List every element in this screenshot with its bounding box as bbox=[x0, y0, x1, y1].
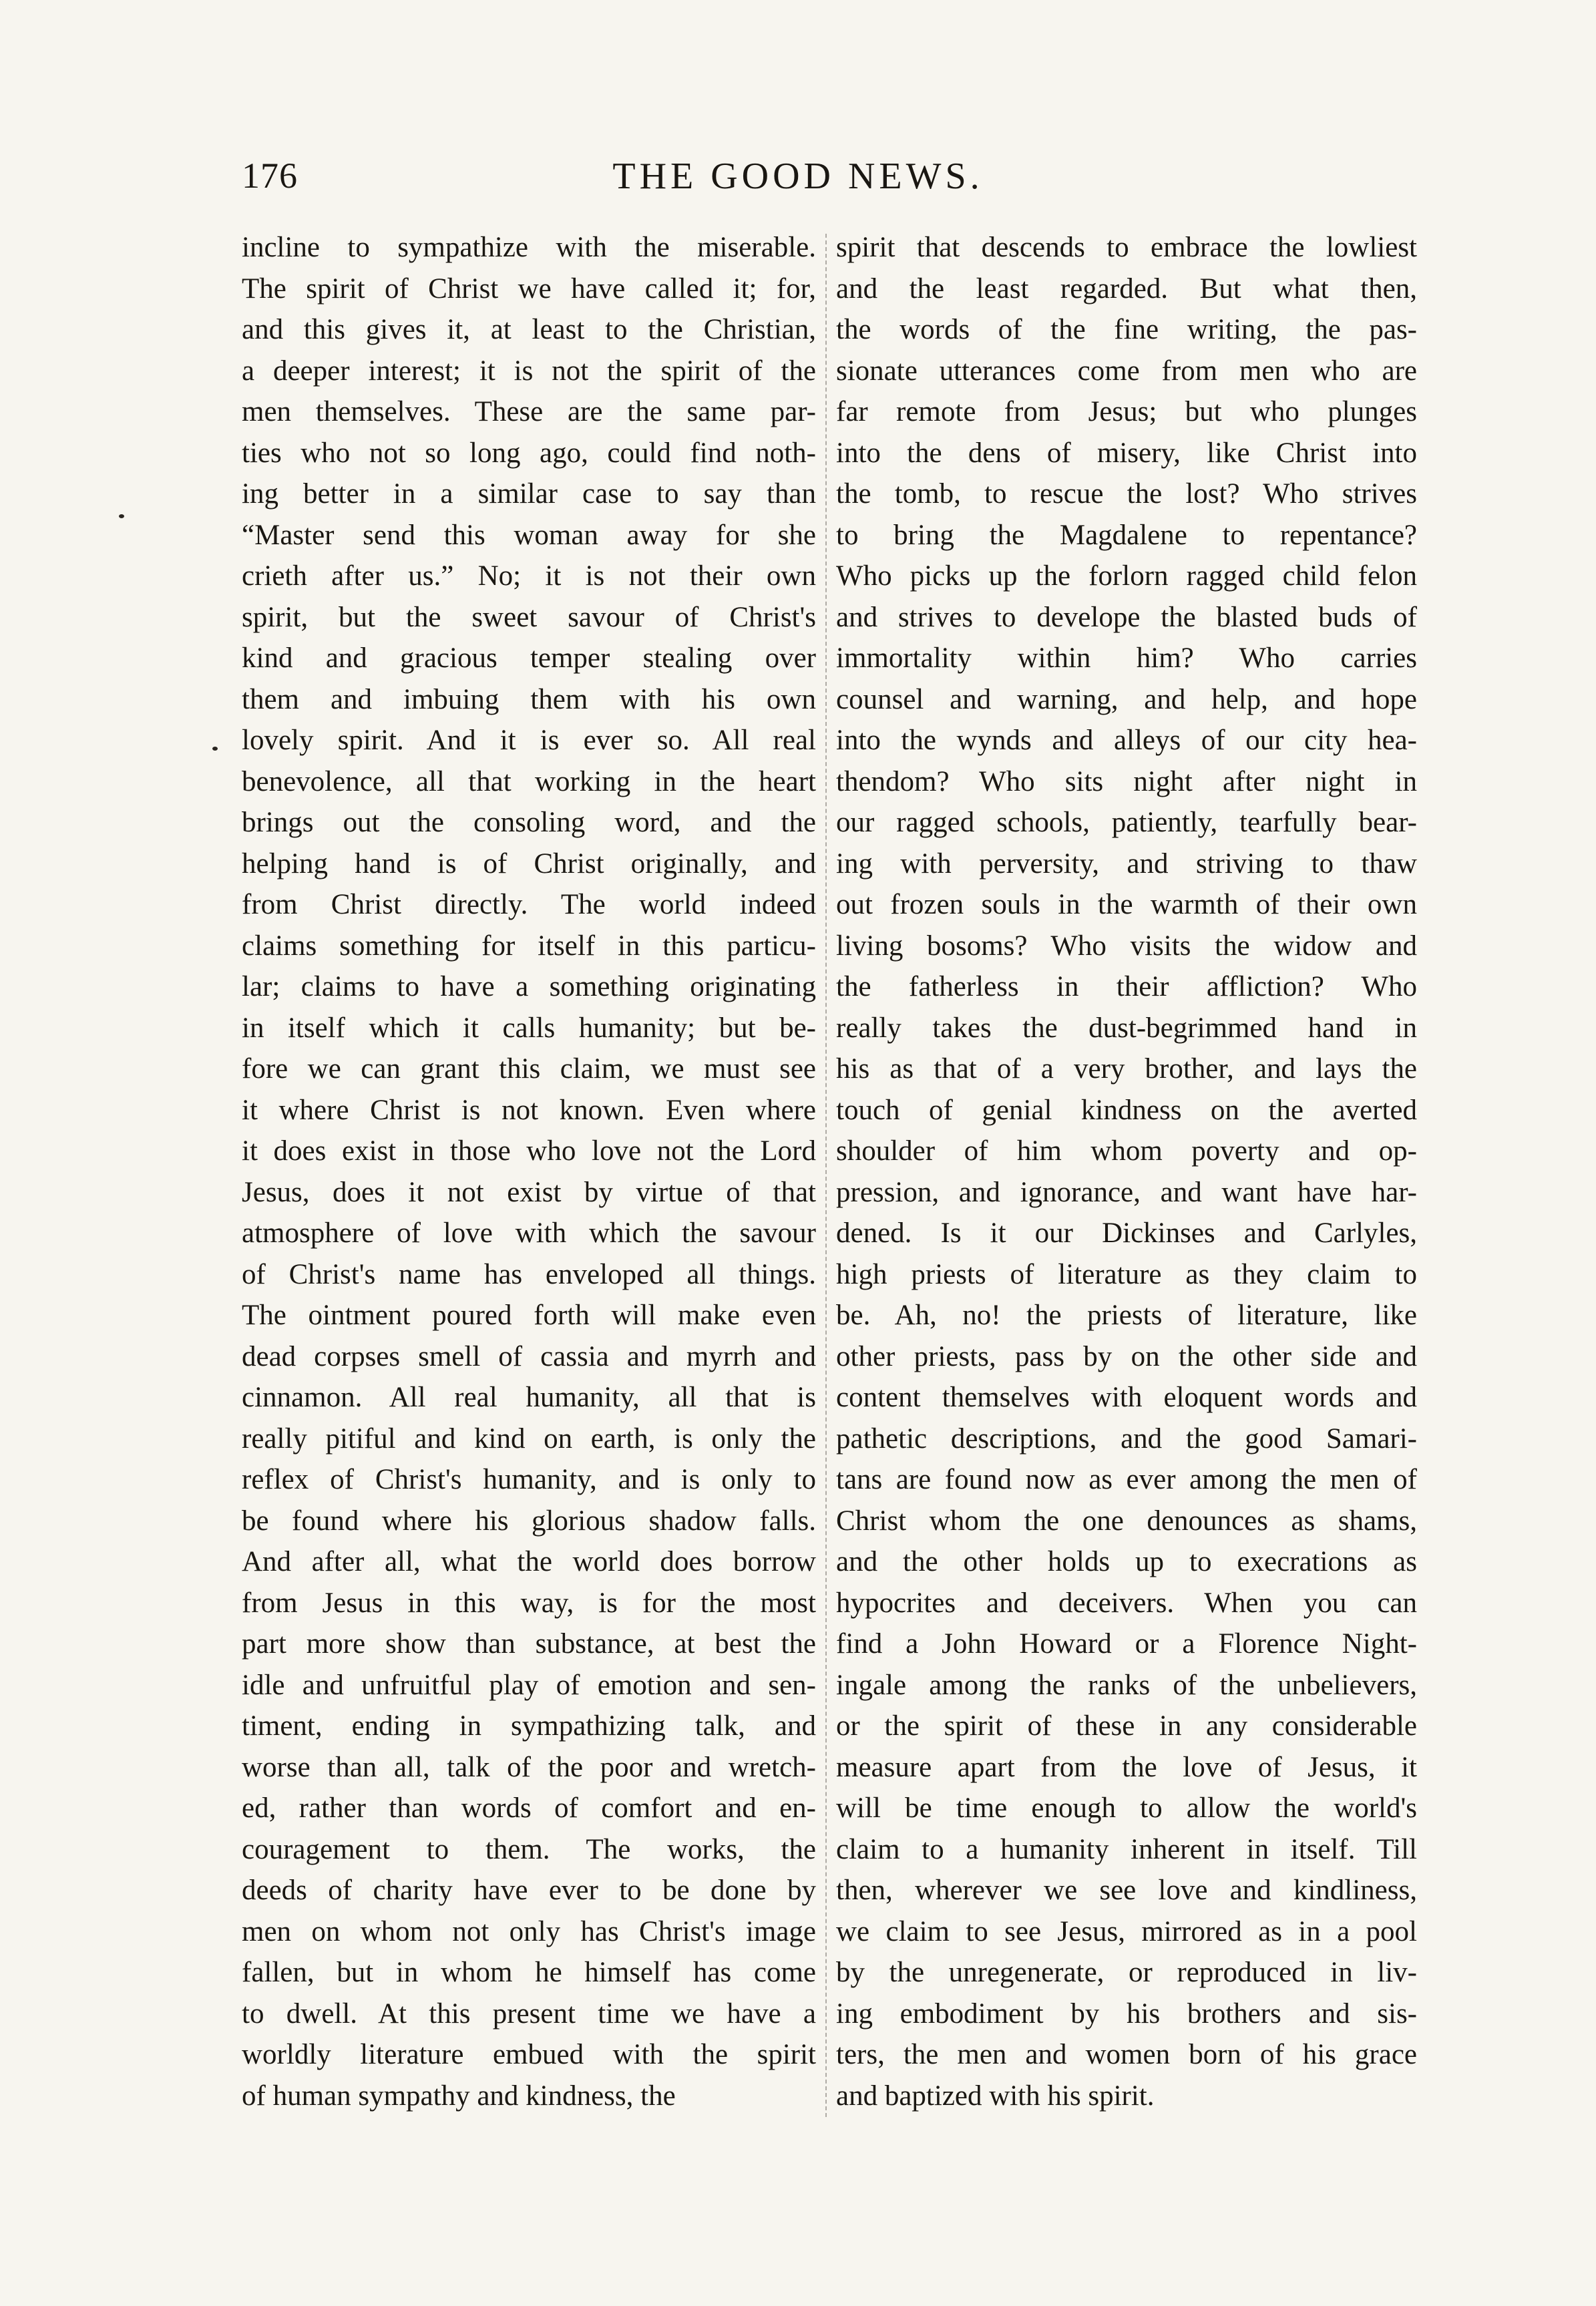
text-line: out frozen souls in the warmth of their own bbox=[836, 889, 1417, 920]
text-line: hypocrites and deceivers. When you can bbox=[836, 1587, 1417, 1619]
column-divider bbox=[825, 234, 827, 2117]
text-line: measure apart from the love of Jesus, it bbox=[836, 1751, 1417, 1783]
text-line: touch of genial kindness on the averted bbox=[836, 1094, 1417, 1126]
text-line: worse than all, talk of the poor and wretch- bbox=[242, 1751, 816, 1783]
text-line: of Christ's name has enveloped all things. bbox=[242, 1258, 816, 1290]
text-line: crieth after us.” No; it is not their own bbox=[242, 560, 816, 592]
text-line: to bring the Magdalene to repentance? bbox=[836, 519, 1417, 551]
text-line: atmosphere of love with which the savour bbox=[242, 1217, 816, 1249]
text-line: and the other holds up to execrations as bbox=[836, 1546, 1417, 1577]
text-line: the tomb, to rescue the lost? Who strives bbox=[836, 478, 1417, 510]
text-line: high priests of literature as they claim to bbox=[836, 1258, 1417, 1290]
text-line: ing better in a similar case to say than bbox=[242, 478, 816, 510]
text-line: Christ whom the one denounces as shams, bbox=[836, 1505, 1417, 1537]
text-line: living bosoms? Who visits the widow and bbox=[836, 930, 1417, 962]
text-line: And after all, what the world does borrow bbox=[242, 1546, 816, 1577]
text-line: be found where his glorious shadow falls. bbox=[242, 1505, 816, 1537]
text-line: dead corpses smell of cassia and myrrh and bbox=[242, 1340, 816, 1372]
text-line: reflex of Christ's humanity, and is only to bbox=[242, 1464, 816, 1495]
text-line: ing embodiment by his brothers and sis- bbox=[836, 1997, 1417, 2030]
text-line: and baptized with his spirit. bbox=[836, 2080, 1155, 2112]
text-line: then, wherever we see love and kindliness, bbox=[836, 1875, 1417, 1906]
text-line: the words of the fine writing, the pas- bbox=[836, 314, 1417, 345]
text-line: Who picks up the forlorn ragged child felon bbox=[836, 560, 1417, 592]
text-line: sionate utterances come from men who are bbox=[836, 355, 1417, 387]
text-line: find a John Howard or a Florence Night- bbox=[836, 1628, 1417, 1660]
text-line: his as that of a very brother, and lays the bbox=[836, 1053, 1417, 1085]
text-line: men on whom not only has Christ's image bbox=[242, 1915, 816, 1947]
text-line: counsel and warning, and help, and hope bbox=[836, 683, 1417, 715]
text-line: really takes the dust-begrimmed hand in bbox=[836, 1012, 1417, 1044]
text-line: men themselves. These are the same par- bbox=[242, 396, 816, 427]
text-line: will be time enough to allow the world's bbox=[836, 1792, 1417, 1824]
text-line: and this gives it, at least to the Christian, bbox=[242, 314, 816, 345]
page-number: 176 bbox=[242, 156, 298, 196]
text-line: lar; claims to have a something originating bbox=[242, 971, 816, 1002]
text-line: claim to a humanity inherent in itself. Till bbox=[836, 1833, 1417, 1865]
text-line: ties who not so long ago, could find noth- bbox=[242, 437, 816, 469]
text-line: thendom? Who sits night after night in bbox=[836, 765, 1417, 797]
text-line: in itself which it calls humanity; but be- bbox=[242, 1012, 816, 1044]
text-line: fore we can grant this claim, we must see bbox=[242, 1053, 816, 1085]
text-line: spirit, but the sweet savour of Christ's bbox=[242, 601, 816, 633]
text-line: kind and gracious temper stealing over bbox=[242, 642, 816, 674]
text-line: and the least regarded. But what then, bbox=[836, 272, 1417, 305]
text-line: benevolence, all that working in the heart bbox=[242, 765, 816, 797]
text-line: brings out the consoling word, and the bbox=[242, 807, 816, 838]
text-line: claims something for itself in this particu- bbox=[242, 930, 816, 962]
stray-mark bbox=[119, 514, 124, 518]
text-line: The spirit of Christ we have called it; for, bbox=[242, 272, 816, 305]
text-line: by the unregenerate, or reproduced in liv- bbox=[836, 1957, 1417, 1988]
text-line: our ragged schools, patiently, tearfully bear- bbox=[836, 807, 1417, 838]
text-line: lovely spirit. And it is ever so. All real bbox=[242, 725, 816, 756]
text-line: really pitiful and kind on earth, is only the bbox=[242, 1422, 816, 1455]
text-line: ingale among the ranks of the unbelievers, bbox=[836, 1669, 1417, 1701]
text-line: content themselves with eloquent words and bbox=[836, 1382, 1417, 1413]
left-column bbox=[242, 227, 816, 2116]
stray-mark bbox=[212, 747, 218, 751]
text-line: immortality within him? Who carries bbox=[836, 642, 1417, 674]
text-line: into the dens of misery, like Christ into bbox=[836, 437, 1417, 469]
text-line: helping hand is of Christ originally, and bbox=[242, 847, 816, 880]
text-line: shoulder of him whom poverty and op- bbox=[836, 1135, 1417, 1167]
text-line: timent, ending in sympathizing talk, and bbox=[242, 1710, 816, 1742]
text-line: spirit that descends to embrace the lowliest bbox=[836, 232, 1417, 263]
text-line: cinnamon. All real humanity, all that is bbox=[242, 1382, 816, 1413]
text-line: to dwell. At this present time we have a bbox=[242, 1997, 816, 2030]
running-head-title: THE GOOD NEWS. bbox=[612, 156, 984, 197]
text-line: Jesus, does it not exist by virtue of that bbox=[242, 1176, 816, 1208]
text-line: from Jesus in this way, is for the most bbox=[242, 1587, 816, 1619]
text-line: ing with perversity, and striving to thaw bbox=[836, 847, 1417, 880]
text-line: pathetic descriptions, and the good Samari- bbox=[836, 1422, 1417, 1455]
text-line: ters, the men and women born of his grace bbox=[836, 2039, 1417, 2070]
text-line: be. Ah, no! the priests of literature, like bbox=[836, 1300, 1417, 1331]
text-line: part more show than substance, at best the bbox=[242, 1628, 816, 1660]
text-line: tans are found now as ever among the men of bbox=[836, 1464, 1417, 1495]
text-line: and strives to develope the blasted buds of bbox=[836, 601, 1417, 633]
text-line: it does exist in those who love not the Lord bbox=[242, 1135, 816, 1167]
text-line: the fatherless in their affliction? Who bbox=[836, 971, 1417, 1002]
text-line: of human sympathy and kindness, the bbox=[242, 2080, 676, 2112]
text-line: dened. Is it our Dickinses and Carlyles, bbox=[836, 1217, 1417, 1249]
text-line: them and imbuing them with his own bbox=[242, 683, 816, 715]
text-line: “Master send this woman away for she bbox=[242, 519, 816, 551]
text-line: we claim to see Jesus, mirrored as in a pool bbox=[836, 1915, 1417, 1947]
text-line: pression, and ignorance, and want have har- bbox=[836, 1176, 1417, 1208]
text-line: deeds of charity have ever to be done by bbox=[242, 1875, 816, 1906]
text-line: far remote from Jesus; but who plunges bbox=[836, 396, 1417, 427]
text-line: The ointment poured forth will make even bbox=[242, 1300, 816, 1331]
text-line: a deeper interest; it is not the spirit of the bbox=[242, 355, 816, 387]
text-line: from Christ directly. The world indeed bbox=[242, 889, 816, 920]
text-line: it where Christ is not known. Even where bbox=[242, 1094, 816, 1126]
text-line: into the wynds and alleys of our city hea- bbox=[836, 725, 1417, 756]
text-line: worldly literature embued with the spirit bbox=[242, 2039, 816, 2070]
text-line: idle and unfruitful play of emotion and sen- bbox=[242, 1669, 816, 1701]
text-line: incline to sympathize with the miserable. bbox=[242, 232, 816, 263]
text-line: ed, rather than words of comfort and en- bbox=[242, 1792, 816, 1824]
text-line: other priests, pass by on the other side and bbox=[836, 1340, 1417, 1372]
text-line: or the spirit of these in any considerable bbox=[836, 1710, 1417, 1742]
right-column bbox=[836, 227, 1417, 2116]
text-line: fallen, but in whom he himself has come bbox=[242, 1957, 816, 1988]
text-line: couragement to them. The works, the bbox=[242, 1833, 816, 1865]
